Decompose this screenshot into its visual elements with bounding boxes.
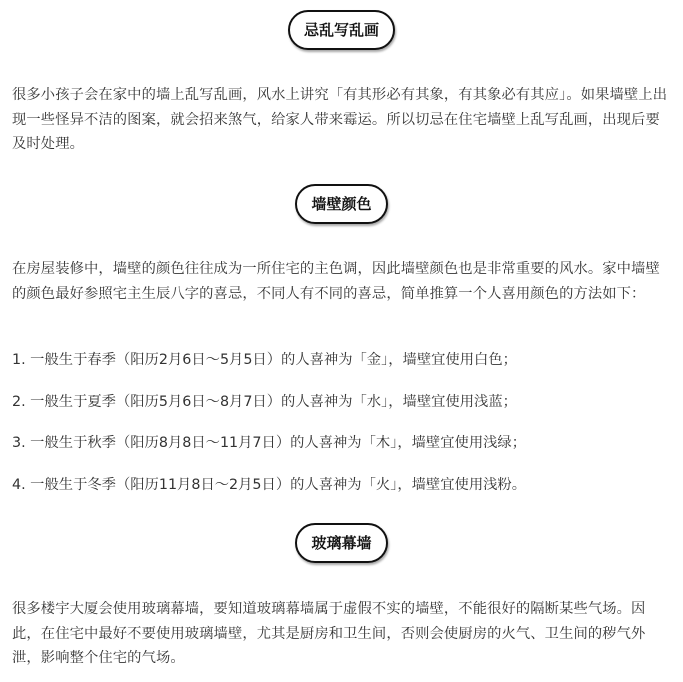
section-heading: 墙壁颜色 bbox=[295, 184, 387, 224]
section-paragraph: 很多小孩子会在家中的墙上乱写乱画，风水上讲究「有其形必有其象，有其象必有其应」。如果墙壁上出现一些怪异不洁的图案，就会招来煞气，给家人带来霉运。所以切忌在住宅墙壁上乱写乱画，出现后要及时处理。 bbox=[12, 87, 668, 152]
section-3-heading-wrap bbox=[0, 523, 683, 563]
list-item: 3. 一般生于秋季（阳历8月8日～11月7日）的人喜神为「木」，墙壁宜使用浅绿； bbox=[12, 435, 527, 451]
section-paragraph: 在房屋装修中，墙壁的颜色往往成为一所住宅的主色调，因此墙壁颜色也是非常重要的风水。家中墙壁的颜色最好参照宅主生辰八字的喜忌，不同人有不同的喜忌，简单推算一个人喜用颜色的方法如下： bbox=[12, 261, 660, 302]
list-item: 2. 一般生于夏季（阳历5月6日～8月7日）的人喜神为「水」，墙壁宜使用浅蓝； bbox=[12, 394, 517, 410]
list-item: 4. 一般生于冬季（阳历11月8日～2月5日）的人喜神为「火」，墙壁宜使用浅粉。 bbox=[12, 477, 527, 493]
section-paragraph: 很多楼宇大厦会使用玻璃幕墙，要知道玻璃幕墙属于虚假不实的墙壁，不能很好的隔断某些气场。因此，在住宅中最好不要使用玻璃墙壁，尤其是厨房和卫生间，否则会使厨房的火气、卫生间的秽气外泄，影响整个住宅的气场。 bbox=[12, 601, 646, 666]
section-1-heading-wrap bbox=[0, 10, 683, 50]
section-heading: 玻璃幕墙 bbox=[295, 523, 387, 563]
list-item: 1. 一般生于春季（阳历2月6日～5月5日）的人喜神为「金」，墙壁宜使用白色； bbox=[12, 352, 517, 368]
section-heading: 忌乱写乱画 bbox=[288, 10, 395, 50]
section-2-heading-wrap bbox=[0, 184, 683, 224]
